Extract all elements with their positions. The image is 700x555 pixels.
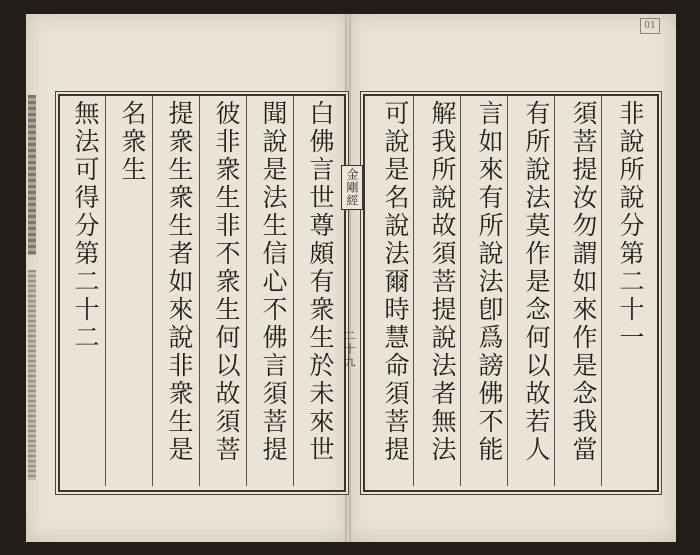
column-rule — [246, 96, 247, 486]
column-rule — [601, 96, 602, 486]
page-edge-shadow — [28, 270, 36, 480]
column-rule — [413, 96, 414, 486]
corner-mark: 01 — [640, 18, 660, 34]
text-column: 聞說是法生信心不佛言須菩提 — [259, 100, 288, 464]
text-column: 名衆生 — [118, 100, 147, 184]
column-rule — [460, 96, 461, 486]
left-text-frame — [58, 94, 346, 492]
text-column: 白佛言世尊頗有衆生於未來世 — [306, 100, 335, 464]
column-rule — [152, 96, 153, 486]
text-column: 言如來有所說法卽爲謗佛不能 — [475, 100, 504, 464]
column-rule — [199, 96, 200, 486]
text-column: 提衆生衆生者如來說非衆生是 — [165, 100, 194, 464]
text-column: 彼非衆生非不衆生何以故須菩 — [212, 100, 241, 464]
text-column: 可說是名說法爾時慧命須菩提 — [381, 100, 410, 464]
page-edge-shadow — [28, 95, 36, 255]
column-rule — [554, 96, 555, 486]
page-number: 二十九 — [343, 330, 356, 369]
book-title-label: 金剛經 — [341, 165, 363, 210]
column-rule — [507, 96, 508, 486]
text-column: 有所說法莫作是念何以故若人 — [522, 100, 551, 464]
text-column: 解我所說故須菩提說法者無法 — [428, 100, 457, 464]
column-rule — [293, 96, 294, 486]
column-rule — [105, 96, 106, 486]
chapter-heading: 無法可得分第二十二 — [71, 100, 100, 352]
chapter-heading: 非說所說分第二十一 — [616, 100, 645, 352]
text-column: 須菩提汝勿謂如來作是念我當 — [569, 100, 598, 464]
